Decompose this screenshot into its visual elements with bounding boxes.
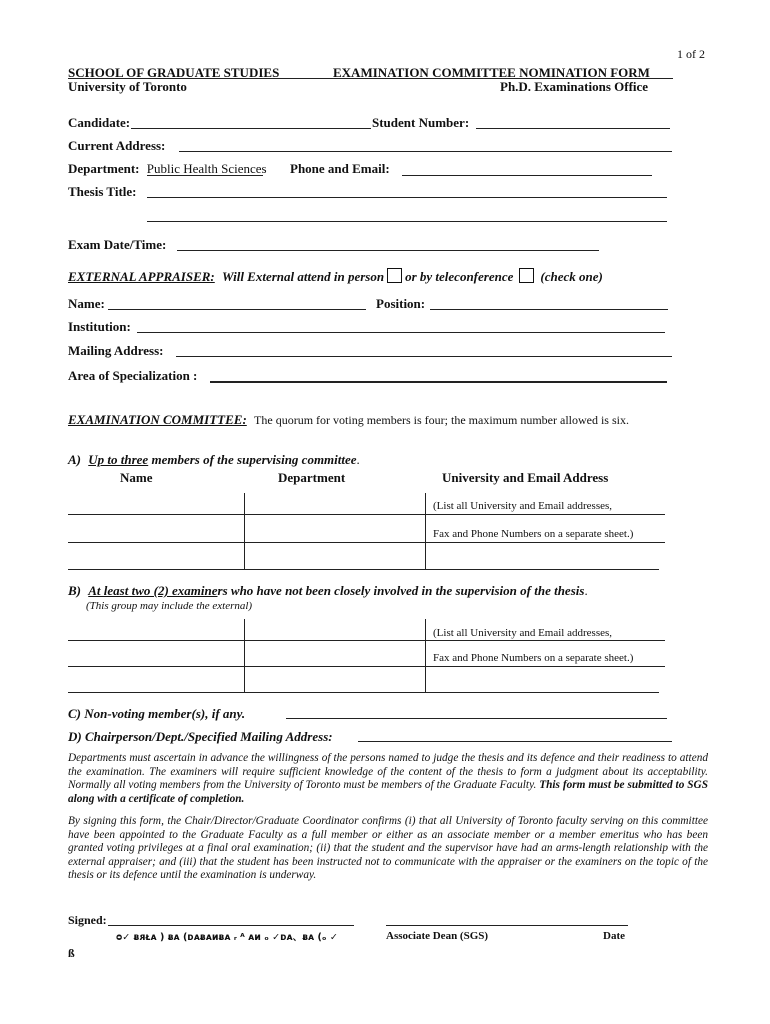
col-department: Department <box>278 470 346 485</box>
section-b-note: (This group may include the external) <box>86 600 253 612</box>
candidate-label: Candidate: <box>68 115 131 130</box>
mailing-address-label: Mailing Address: <box>68 343 164 358</box>
non-voting-field[interactable] <box>286 718 667 719</box>
b-row-2[interactable] <box>68 666 665 667</box>
department-label: Department: <box>68 161 140 176</box>
check-one-text: (check one) <box>540 269 603 284</box>
candidate-field[interactable] <box>131 128 371 129</box>
b-divider-1 <box>244 619 245 693</box>
position-field[interactable] <box>430 309 668 310</box>
a-row-3[interactable] <box>68 569 659 570</box>
phone-email-label: Phone and Email: <box>290 161 390 176</box>
header-rule <box>68 78 673 79</box>
section-a-dot: . <box>356 452 360 467</box>
committee-row <box>68 412 629 428</box>
mailing-address-field[interactable] <box>176 356 672 357</box>
office-name: Ph.D. Examinations Office <box>500 79 649 94</box>
section-a-prefix: A) <box>68 452 81 467</box>
current-address-field[interactable] <box>179 151 672 152</box>
department-field <box>147 175 263 176</box>
specialization-field[interactable] <box>210 381 667 383</box>
departments-text: Departments must ascertain in advance the willingness of the persons named to judge the thesis and its defence and their readiness to attend the examination. The examiners will require sufficient knowledge of the content of the thesis to form a judgment about its acceptability. Normally all voting members from the University of Toronto must be members of the Graduate Faculty. <box>68 752 708 791</box>
quorum-text: The quorum for voting members is four; the maximum number allowed is six. <box>254 413 629 427</box>
a-row-1[interactable] <box>68 514 665 515</box>
student-number-label: Student Number: <box>372 115 470 130</box>
exam-datetime-label: Exam Date/Time: <box>68 237 167 252</box>
chairperson-field[interactable] <box>358 741 672 742</box>
section-a-rest: members of the supervising committee <box>151 452 357 467</box>
section-b-heading <box>68 583 588 599</box>
school-name: SCHOOL OF GRADUATE STUDIES <box>68 65 280 80</box>
exam-datetime-field[interactable] <box>177 250 599 251</box>
department-value[interactable]: Public Health Sciences <box>146 161 267 176</box>
student-number-field[interactable] <box>476 128 670 129</box>
section-b-dot: . <box>584 583 588 598</box>
section-b-prefix: B) <box>68 583 81 598</box>
garbled-signature-caption: ᴑ✓ ᴃᴙᴌᴀ ) ᴃᴀ (ᴅᴀᴃᴀᴎᴃᴀ ᵣ ᴬ ᴀᴎ ₒ ✓ᴅᴀ、ᴃᴀ (ₒ ✓ <box>116 932 338 943</box>
in-person-checkbox[interactable] <box>387 268 402 283</box>
stray-mark: ß <box>68 946 75 960</box>
signature-field[interactable] <box>108 925 354 926</box>
section-a-underlined: Up to three <box>88 452 149 467</box>
a-list-note-1: (List all University and Email addresses, <box>433 500 613 512</box>
b-row-3[interactable] <box>68 692 659 693</box>
page-number: 1 of 2 <box>677 47 705 61</box>
current-address-label: Current Address: <box>68 138 166 153</box>
date-label: Date <box>603 930 625 942</box>
phone-email-field[interactable] <box>402 175 652 176</box>
committee-heading: EXAMINATION COMMITTEE: <box>68 412 247 427</box>
col-name: Name <box>120 470 153 485</box>
departments-paragraph <box>68 752 708 806</box>
date-signature-field[interactable] <box>386 925 628 926</box>
signed-label: Signed: <box>68 913 107 927</box>
b-list-note-2: Fax and Phone Numbers on a separate sheet.) <box>433 652 634 664</box>
or-text: or by teleconference <box>405 269 514 284</box>
section-b-underlined: At least two (2) examine <box>88 583 218 598</box>
external-name-label: Name: <box>68 296 105 311</box>
external-name-field[interactable] <box>108 309 366 310</box>
external-heading: EXTERNAL APPRAISER: <box>68 269 215 284</box>
section-b-rest: rs who have not been closely involved in the supervision of the thesis <box>217 583 585 598</box>
a-divider-2 <box>425 493 426 570</box>
thesis-title-field-2[interactable] <box>147 221 667 222</box>
col-university: University and Email Address <box>442 470 609 485</box>
attend-text: Will External attend in person <box>222 269 385 284</box>
b-row-1[interactable] <box>68 640 665 641</box>
departments-bold-text: This form must be submitted to SGS along with a certificate of completion. <box>68 779 708 805</box>
position-label: Position: <box>376 296 426 311</box>
university-name: University of Toronto <box>68 79 187 94</box>
section-c-label: C) Non-voting member(s), if any. <box>68 706 246 721</box>
institution-label: Institution: <box>68 319 131 334</box>
specialization-label: Area of Specialization : <box>68 368 198 383</box>
section-d-label: D) Chairperson/Dept./Specified Mailing Address: <box>68 729 333 744</box>
institution-field[interactable] <box>137 332 665 333</box>
signing-paragraph: By signing this form, the Chair/Director/Graduate Coordinator confirms (i) that all University of Toronto faculty serving on this committee have been appointed to the Graduate Faculty as a full member or either as an associate member or a member emeritus who has been granted voting privileges at a final oral examination; (ii) that the student and the supervisor have had an arms-length relationship with the external appraiser; and (iii) that the student has been instructed not to communicate with the appraiser or the examiners on the topic of the thesis or its defence until the examination is underway. <box>68 815 708 881</box>
a-row-2[interactable] <box>68 542 665 543</box>
b-list-note-1: (List all University and Email addresses, <box>433 627 613 639</box>
form-title: EXAMINATION COMMITTEE NOMINATION FORM <box>333 65 650 80</box>
external-row <box>68 268 603 285</box>
thesis-title-label: Thesis Title: <box>68 184 137 199</box>
thesis-title-field-1[interactable] <box>147 197 667 198</box>
a-divider-1 <box>244 493 245 570</box>
a-list-note-2: Fax and Phone Numbers on a separate sheet.) <box>433 528 634 540</box>
teleconference-checkbox[interactable] <box>519 268 534 283</box>
associate-dean-label: Associate Dean (SGS) <box>386 930 489 942</box>
b-divider-2 <box>425 619 426 693</box>
section-a-heading <box>68 452 360 468</box>
